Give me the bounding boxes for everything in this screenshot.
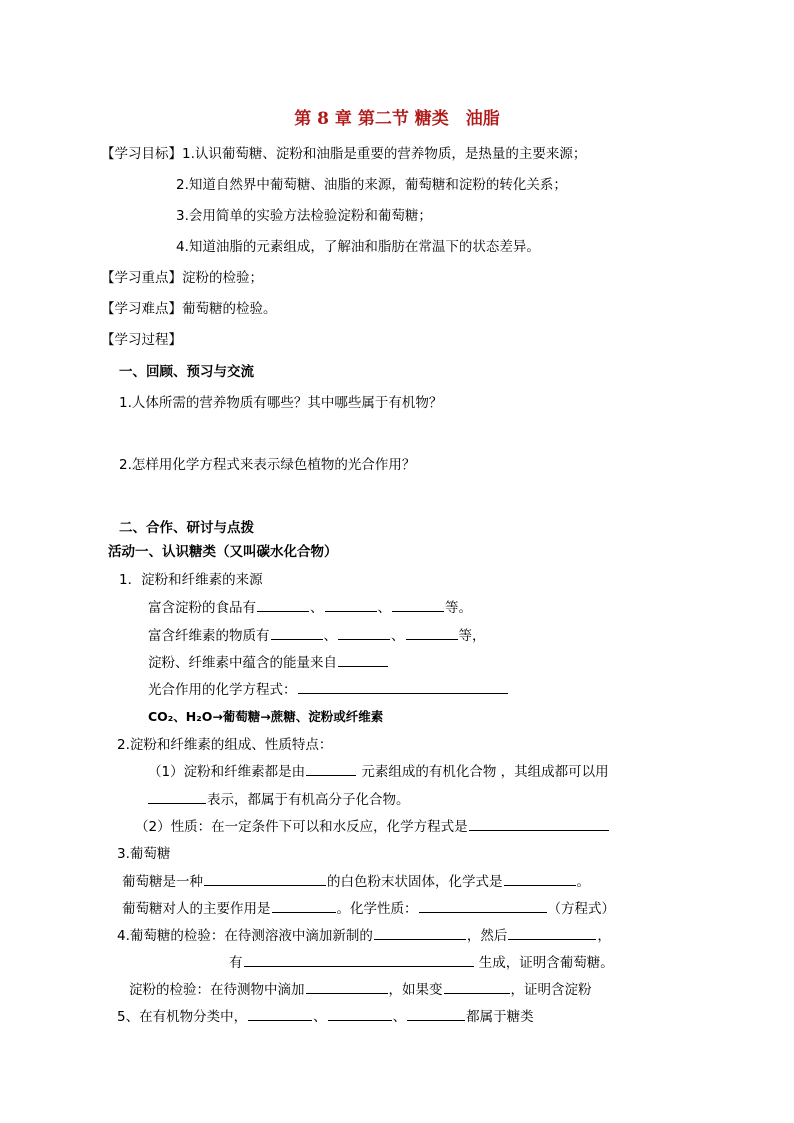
difficulty-text: 葡萄糖的检验。 [182, 301, 277, 317]
blank-field[interactable] [392, 598, 444, 612]
cellulose-line [148, 626, 486, 645]
text: 等， [458, 628, 486, 644]
text: 生成，证明含葡萄糖。 [474, 955, 614, 971]
blank-field[interactable] [325, 598, 377, 612]
text: 表示，都属于有机高分子化合物。 [207, 792, 410, 808]
text: ，证明含淀粉 [510, 982, 592, 998]
blank-field[interactable] [257, 598, 309, 612]
text: 、 [392, 1009, 407, 1025]
objectives-label: 【学习目标】 [101, 146, 182, 162]
blank-field[interactable] [148, 790, 206, 804]
question-2: 2.怎样用化学方程式来表示绿色植物的光合作用？ [119, 457, 416, 473]
text: 葡萄糖对人的主要作用是 [122, 901, 271, 917]
blank-field[interactable] [508, 926, 596, 940]
s2-part1-cont [147, 790, 410, 809]
text: 有 [229, 955, 243, 971]
text: 5、在有机物分类中， [117, 1009, 248, 1025]
blank-field[interactable] [406, 626, 458, 640]
s2-title: 2.淀粉和纤维素的组成、性质特点： [117, 737, 333, 753]
text: 淀粉、纤维素中蕴含的能量来自 [148, 655, 337, 671]
blank-field[interactable] [272, 899, 336, 913]
s2-part1-line [148, 762, 609, 781]
text: 、 [391, 628, 405, 644]
s3-line-1 [122, 872, 590, 891]
blank-field[interactable] [504, 872, 576, 886]
text: 富含纤维素的物质有 [148, 628, 270, 644]
s4-line-1 [117, 926, 611, 945]
s4-line-2 [229, 953, 614, 972]
photosynthesis-line [148, 680, 509, 699]
s3-line-2 [122, 899, 615, 918]
text: 、 [377, 600, 391, 616]
key-point-label: 【学习重点】 [101, 270, 182, 286]
blank-field[interactable] [328, 1007, 392, 1021]
text: 葡萄糖是一种 [122, 874, 203, 890]
blank-field[interactable] [306, 980, 388, 994]
difficulty-line [101, 300, 277, 318]
blank-field[interactable] [204, 872, 326, 886]
difficulty-label: 【学习难点】 [101, 301, 182, 317]
text: 元素组成的有机化合物 ，其组成都可以用 [357, 764, 609, 780]
text: 富含淀粉的食品有 [148, 600, 256, 616]
text: 都属于糖类 [466, 1009, 534, 1025]
text: （2）性质：在一定条件下可以和水反应，化学方程式是 [135, 819, 468, 835]
objective-item: 2.知道自然界中葡萄糖、油脂的来源，葡萄糖和淀粉的转化关系； [176, 177, 567, 193]
blank-field[interactable] [338, 626, 390, 640]
s4-line-3 [129, 980, 592, 999]
blank-field[interactable] [306, 762, 356, 776]
conversion-line: CO₂、H₂O→葡萄糖→蔗糖、淀粉或纤维素 [148, 709, 384, 724]
text: 的白色粉末状固体，化学式是 [327, 874, 503, 890]
objective-item: 3.会用简单的实验方法检验淀粉和葡萄糖； [176, 208, 432, 224]
s3-title: 3.葡萄糖 [117, 846, 171, 862]
blank-field[interactable] [248, 1007, 312, 1021]
starch-food-line [148, 598, 472, 617]
section2-heading: 二、合作、研讨与点拨 [119, 520, 254, 536]
text: 光合作用的化学方程式： [148, 682, 297, 698]
question-1: 1.人体所需的营养物质有哪些？其中哪些属于有机物？ [119, 395, 443, 411]
text: ， [597, 928, 611, 944]
blank-field[interactable] [244, 953, 474, 967]
objective-item: 4.知道油脂的元素组成，了解油和脂肪在常温下的状态差异。 [176, 239, 540, 255]
text: 。 [576, 874, 590, 890]
text: ，然后 [466, 928, 508, 944]
s1-title: 1．淀粉和纤维素的来源 [119, 572, 263, 588]
activity1-heading: 活动一、认识糖类（又叫碳水化合物） [108, 544, 338, 560]
blank-field[interactable] [298, 680, 508, 694]
page-title: 第 8 章 第二节 糖类 油脂 [294, 109, 500, 129]
blank-field[interactable] [419, 899, 547, 913]
text: 4.葡萄糖的检验：在待测溶液中滴加新制的 [117, 928, 373, 944]
text: 、 [313, 1009, 327, 1025]
blank-field[interactable] [374, 926, 466, 940]
objectives-line-1 [101, 145, 586, 163]
key-point-line [101, 269, 263, 287]
text: 淀粉的检验：在待测物中滴加 [129, 982, 305, 998]
blank-field[interactable] [271, 626, 323, 640]
blank-field[interactable] [469, 817, 609, 831]
blank-field[interactable] [407, 1007, 465, 1021]
text: 等。 [445, 600, 472, 616]
key-point-text: 淀粉的检验； [182, 270, 263, 286]
objective-item: 1.认识葡萄糖、淀粉和油脂是重要的营养物质，是热量的主要来源； [182, 146, 587, 162]
section1-heading: 一、回顾、预习与交流 [119, 364, 254, 380]
text: （方程式） [547, 901, 615, 917]
text: 、 [323, 628, 337, 644]
blank-field[interactable] [444, 980, 510, 994]
text: 。化学性质： [336, 901, 418, 917]
blank-field[interactable] [338, 653, 388, 667]
s5-line [117, 1007, 534, 1026]
energy-line [148, 653, 389, 672]
text: 、 [310, 600, 324, 616]
text: ，如果变 [388, 982, 443, 998]
s2-part2-line [135, 817, 610, 836]
text: （1）淀粉和纤维素都是由 [148, 764, 306, 780]
process-label: 【学习过程】 [101, 332, 182, 348]
